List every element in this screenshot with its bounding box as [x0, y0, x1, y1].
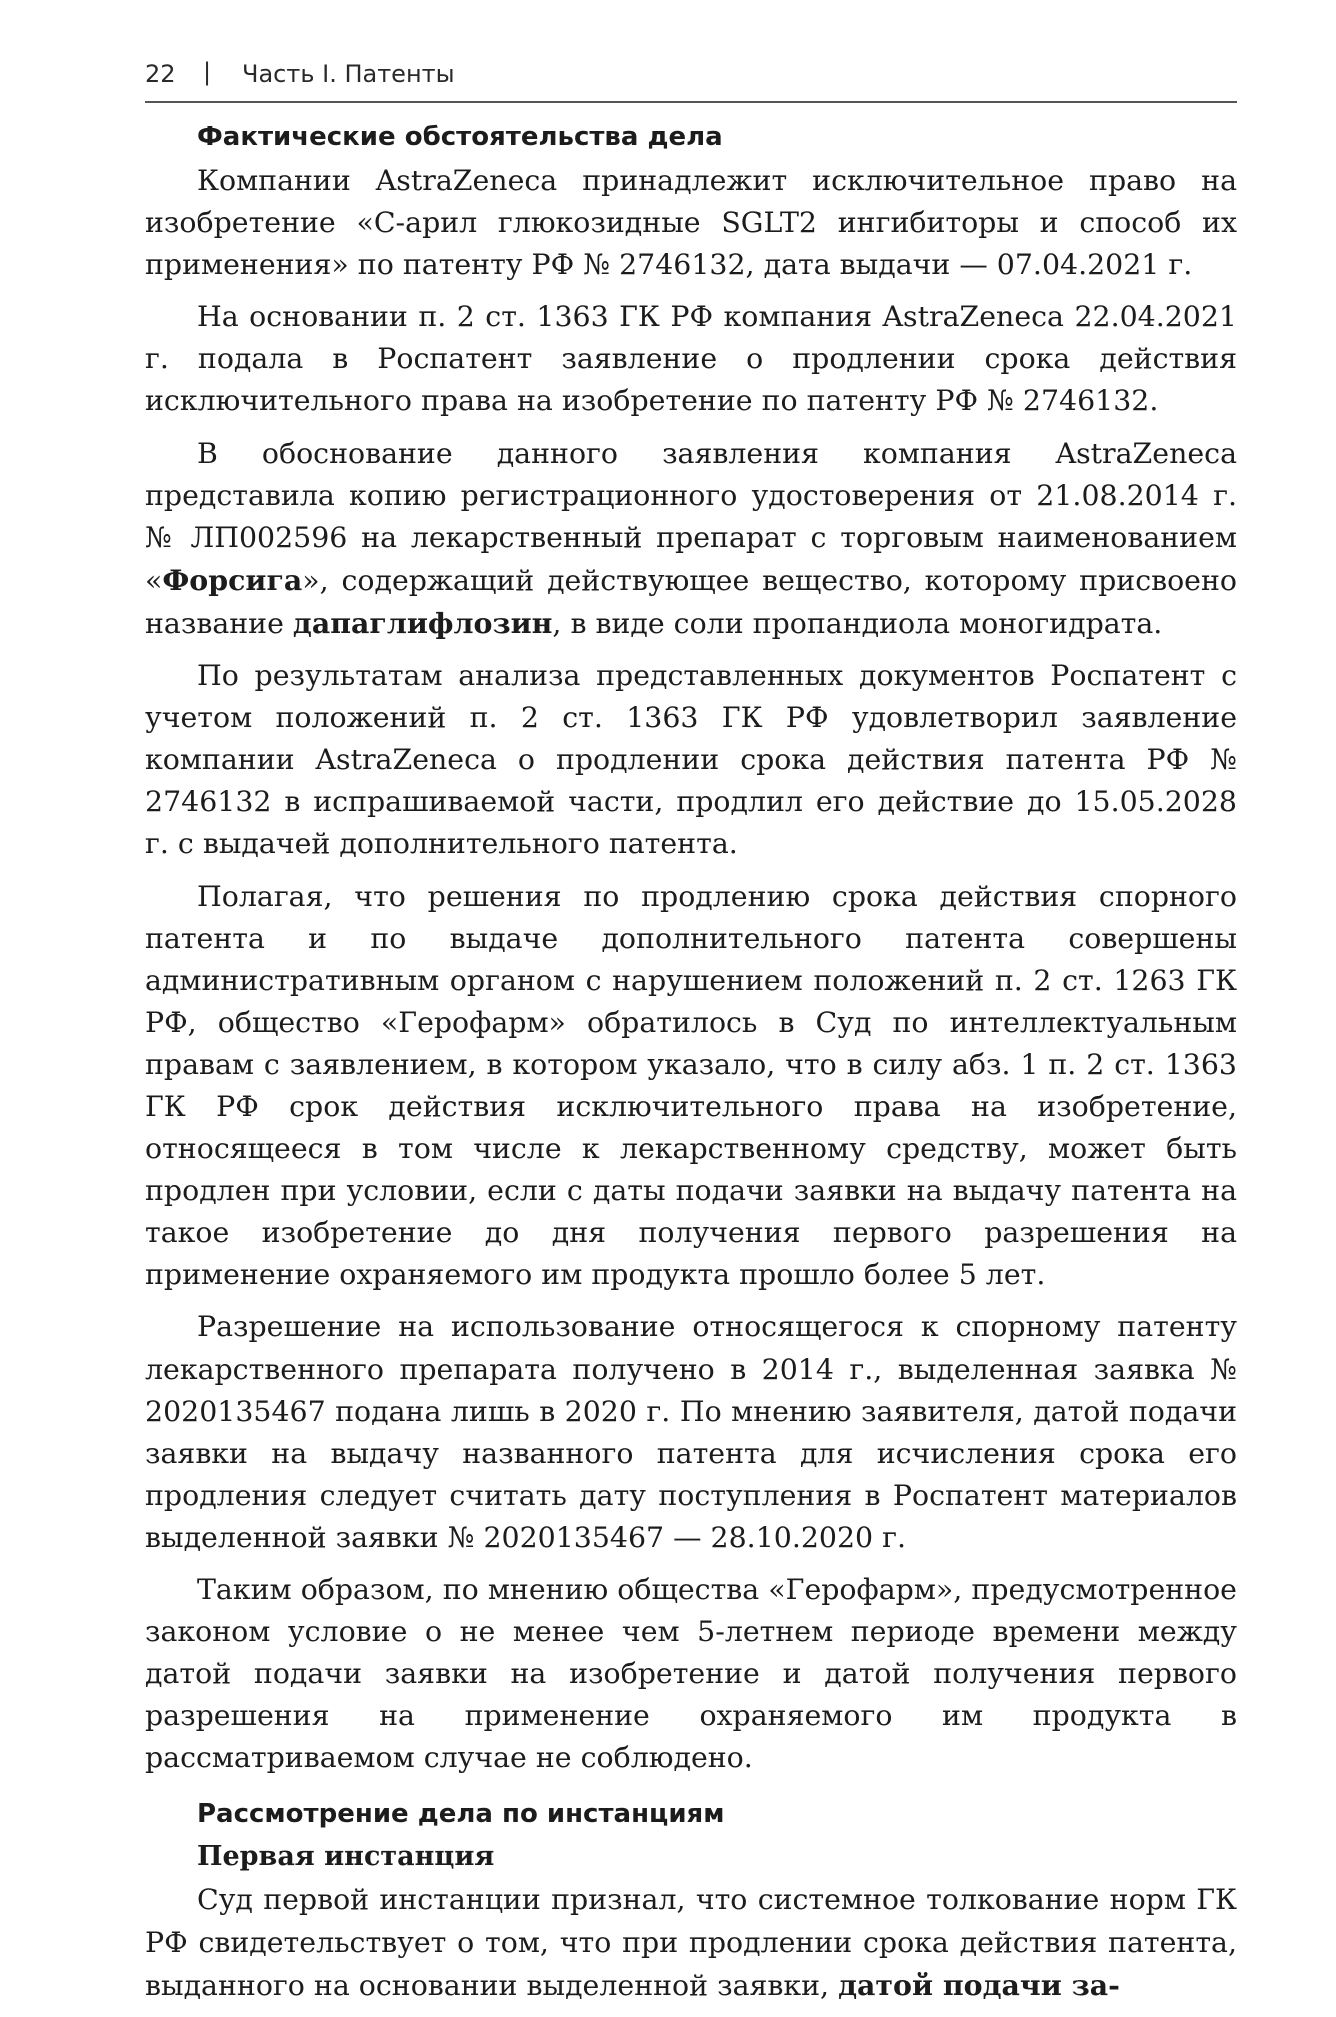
section-heading-instances: Рассмотрение дела по инстанциям [197, 1799, 725, 1830]
header-separator: | [203, 58, 212, 86]
running-title: Часть I. Патенты [242, 60, 455, 88]
subheading-first-instance: Первая инстанция [197, 1841, 495, 1873]
paragraph-3-text-a: В обоснование данного заявления компания AstraZeneca представила копию регистрационного удостоверения от 21.08.2014 г. № ЛП002596 на лекарственный препарат с торговым наименованием « [145, 436, 1237, 597]
paragraph-4: По результатам анализа представленных документов Роспатент с учетом положений п. 2 ст. 1363 ГК РФ удовлетворил заявление компании AstraZeneca о продлении срока действия патента РФ № 2746132 в испрашиваемой части, продлил его действие до 15.05.2028 г. с выдачей дополнительного патента. [145, 659, 1237, 861]
paragraph-2: На основании п. 2 ст. 1363 ГК РФ компания AstraZeneca 22.04.2021 г. подала в Роспатент заявление о продлении срока действия исключительного права на изобретение по патенту РФ № 2746132. [145, 300, 1237, 418]
active-substance-name: дапаглифлозин [292, 605, 553, 640]
page-body [145, 118, 1237, 2017]
paragraph-3-text-b: », содержащий действующее вещество, которому присвоено название [145, 563, 1237, 640]
paragraph-5: Полагая, что решения по продлению срока действия спорного патента и по выдаче дополнительного патента совершены административным органом с нарушением положений п. 2 ст. 1263 ГК РФ, общество «Герофарм» обратилось в Суд по интеллектуальным правам с заявлением, в котором указало, что в силу абз. 1 п. 2 ст. 1363 ГК РФ срок действия исключительного права на изобретение, относящееся в том числе к лекарственному средству, может быть продлен при условии, если с даты подачи заявки на выдачу патента на такое изобретение до дня получения первого разрешения на применение охраняемого им продукта прошло более 5 лет. [145, 879, 1237, 1292]
paragraph-6: Разрешение на использование относящегося к спорному патенту лекарственного препарата получено в 2014 г., выделенная заявка № 2020135467 подана лишь в 2020 г. По мнению заявителя, датой подачи заявки на выдачу названного патента для исчисления срока его продления следует считать дату поступления в Роспатент материалов выделенной заявки № 2020135467 — 28.10.2020 г. [145, 1310, 1237, 1554]
paragraph-1: Компании AstraZeneca принадлежит исключительное право на изобретение «С-арил глюкозидные SGLT2 ингибиторы и способ их применения» по патенту РФ № 2746132, дата выдачи — 07.04.2021 г. [145, 164, 1237, 282]
section-heading-facts: Фактические обстоятельства дела [197, 122, 723, 152]
paragraph-8-bold: датой подачи за- [838, 1967, 1120, 2002]
header-rule [145, 101, 1237, 103]
paragraph-3-text-c: , в виде соли пропандиола моногидрата. [552, 606, 1163, 640]
page-number: 22 [145, 60, 176, 88]
paragraph-8 [145, 1879, 1237, 2006]
drug-trade-name: Форсига [162, 562, 303, 597]
paragraph-7: Таким образом, по мнению общества «Герофарм», предусмотренное законом условие о не менее чем 5-летнем периоде времени между датой подачи заявки на изобретение и датой получения первого разрешения на применение охраняемого им продукта в рассматриваемом случае не соблюдено. [145, 1573, 1237, 1775]
running-header [145, 60, 1237, 96]
paragraph-8-text: Суд первой инстанции признал, что системное толкование норм ГК РФ свидетельствует о том, что при продлении срока действия патента, выданного на основании выделенной заявки, [145, 1883, 1237, 2002]
paragraph-3 [145, 433, 1237, 645]
